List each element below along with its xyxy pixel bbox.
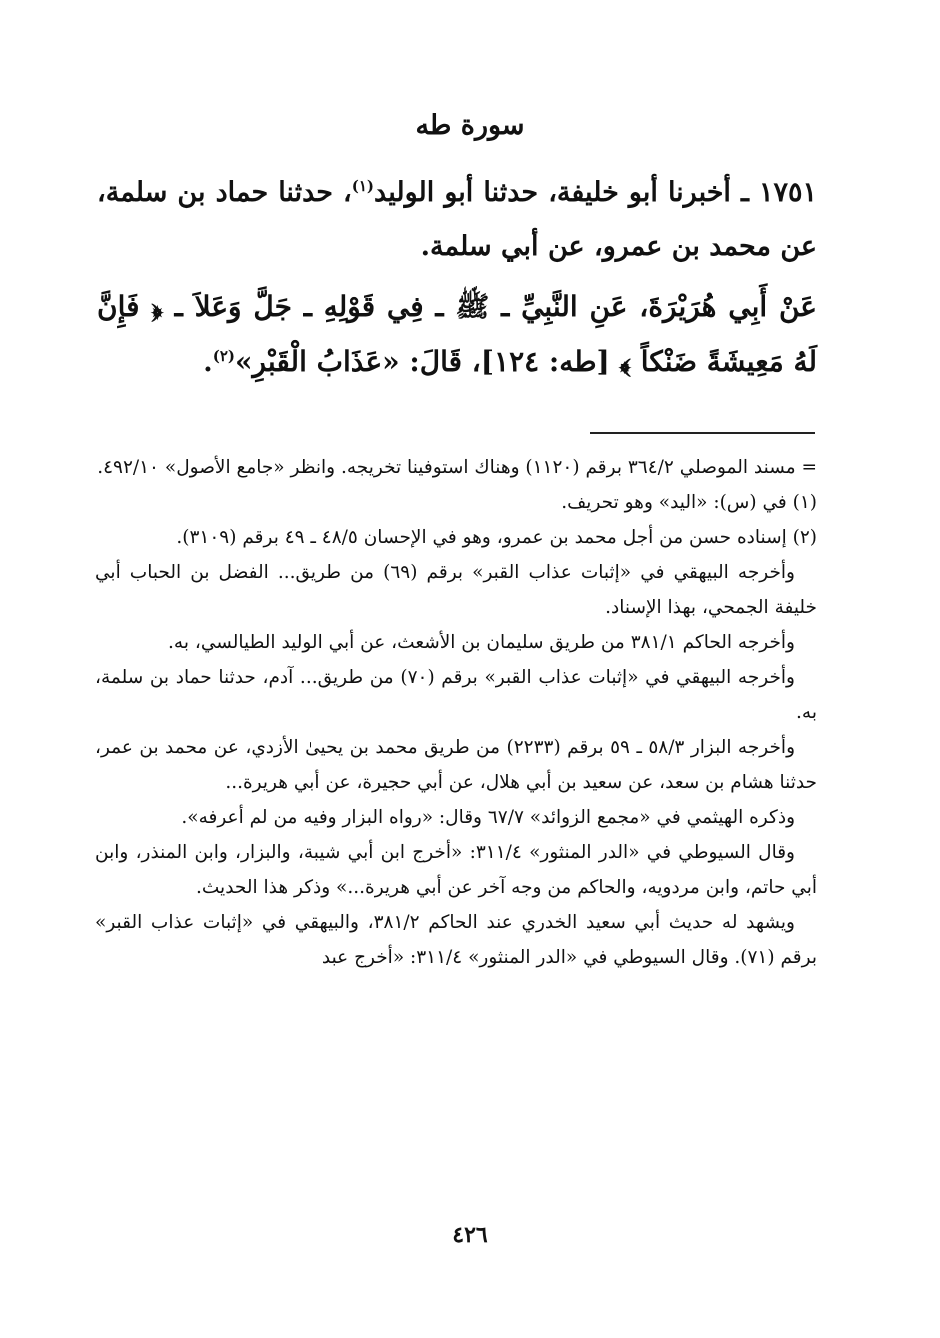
- footnote-2-para-2: وأخرجه الحاكم ٣٨١/١ من طريق سليمان بن الأشعث، عن أبي الوليد الطيالسي، به.: [168, 632, 795, 653]
- footnote-ref-2[interactable]: (٢): [212, 347, 235, 365]
- hadith-main-text: [97, 166, 817, 390]
- footnote-2-para-7: ويشهد له حديث أبي سعيد الخدري عند الحاكم ٣٨١/٢، والبيهقي في «إثبات عذاب القبر» برقم (٧١). وقال السيوطي في «الدر المنثور» ٣١١/٤: «أخرج عبد: [95, 912, 817, 968]
- hadith-paragraph: [97, 280, 817, 390]
- footnote-1: (١) في (س): «اليد» وهو تحريف.: [561, 492, 817, 513]
- hadith-text: عَنْ أَبِي هُرَيْرَةَ، عَنِ النَّبِيِّ ـ ﷺ ـ فِي قَوْلِهِ ـ جَلَّ وَعَلاَ ـ ﴿ فَإِنَّ لَهُ مَعِيشَةً ضَنْكاً ﴾ [طه: ١٢٤]، قَالَ: «عَذَابُ الْقَبْرِ»: [97, 290, 817, 378]
- hadith-end: .: [203, 347, 213, 378]
- footnote-2-para-3: وأخرجه البيهقي في «إثبات عذاب القبر» برقم (٧٠) من طريق... آدم، حدثنا حماد بن سلمة، به.: [95, 667, 817, 723]
- isnad-line: ١٧٥١ ـ أخبرنا أبو خليفة، حدثنا أبو الوليد: [374, 177, 817, 208]
- isnad-line-rest: ، حدثنا حماد بن سلمة، عن محمد بن عمرو، عن أبي سلمة.: [97, 177, 817, 262]
- footnote-separator: [590, 432, 815, 434]
- footnote-2-para-5: وذكره الهيثمي في «مجمع الزوائد» ٦٧/٧ وقال: «رواه البزار وفيه من لم أعرفه».: [181, 807, 795, 828]
- page-number: ٤٢٦: [452, 1222, 488, 1248]
- footnotes: [95, 450, 817, 975]
- footnote-2: (٢) إسناده حسن من أجل محمد بن عمرو، وهو في الإحسان ٤٨/٥ ـ ٤٩ برقم (٣١٠٩).: [176, 527, 817, 548]
- footnote-2-para-4: وأخرجه البزار ٥٨/٣ ـ ٥٩ برقم (٢٢٣٣) من طريق محمد بن يحيىٰ الأزدي، عن محمد بن عمر، حدثنا هشام بن سعد، عن سعيد بن أبي هلال، عن أبي حجيرة، عن أبي هريرة...: [95, 737, 817, 793]
- surah-title: سورة طه: [415, 110, 525, 141]
- footnote-continuation: = مسند الموصلي ٣٦٤/٢ برقم (١١٢٠) وهناك استوفينا تخريجه. وانظر «جامع الأصول» ٤٩٢/١٠.: [97, 457, 817, 478]
- footnote-ref-1[interactable]: (١): [351, 177, 375, 195]
- footnote-2-para-1: وأخرجه البيهقي في «إثبات عذاب القبر» برقم (٦٩) من طريق... الفضل بن الحباب أبي خليفة الجمحي، بهذا الإسناد.: [95, 562, 817, 618]
- isnad-paragraph: [97, 166, 817, 274]
- footnote-2-para-6: وقال السيوطي في «الدر المنثور» ٣١١/٤: «أخرج ابن أبي شيبة، والبزار، وابن المنذر، وابن أبي حاتم، وابن مردويه، والحاكم من وجه آخر عن أبي هريرة...» وذكر هذا الحديث.: [95, 842, 817, 898]
